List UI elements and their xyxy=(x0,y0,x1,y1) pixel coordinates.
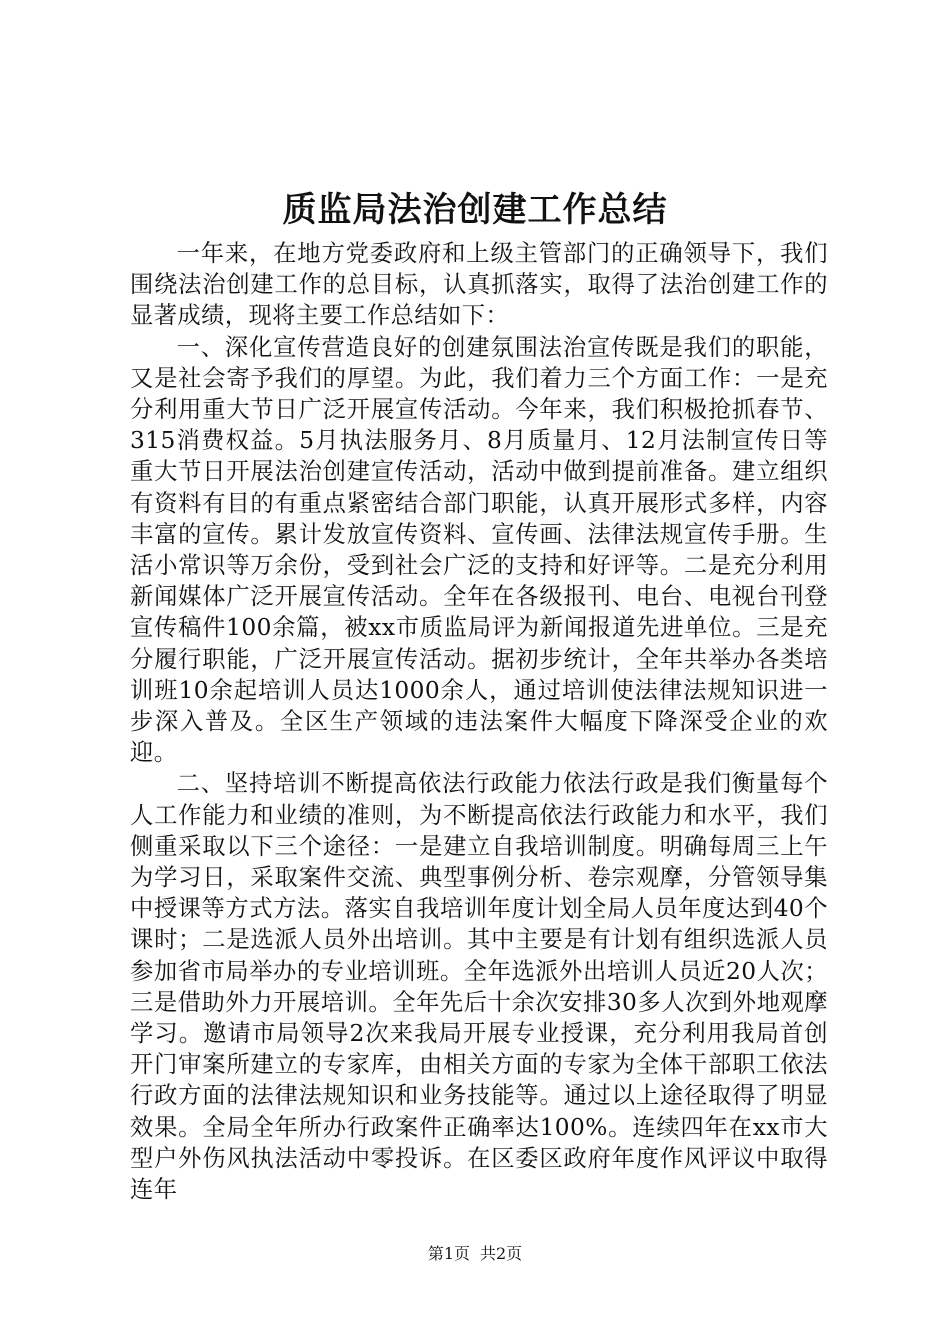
paragraph-section-2: 二、坚持培训不断提高依法行政能力依法行政是我们衡量每个人工作能力和业绩的准则，为不断提高依法行政能力和水平，我们侧重采取以下三个途径：一是建立自我培训制度。明确每周三上午为学习日，采取案件交流、典型事例分析、卷宗观摩，分管领导集中授课等方式方法。落实自我培训年度计划全局人员年度达到40个课时；二是选派人员外出培训。其中主要是有计划有组织选派人员参加省市局举办的专业培训班。全年选派外出培训人员近20人次；三是借助外力开展培训。全年先后十余次安排30多人次到外地观摩学习。邀请市局领导2次来我局开展专业授课，充分利用我局首创开门审案所建立的专家库，由相关方面的专家为全体干部职工依法行政方面的法律法规知识和业务技能等。通过以上途径取得了明显效果。全局全年所办行政案件正确率达100%。连续四年在xx市大型户外伤风执法活动中零投诉。在区委区政府年度作风评议中取得连年 xyxy=(130,770,828,1204)
paragraph-section-1: 一、深化宣传营造良好的创建氛围法治宣传既是我们的职能，又是社会寄予我们的厚望。为此，我们着力三个方面工作：一是充分利用重大节日广泛开展宣传活动。今年来，我们积极抢抓春节、315消费权益。5月执法服务月、8月质量月、12月法制宣传日等重大节日开展法治创建宣传活动，活动中做到提前准备。建立组织有资料有目的有重点紧密结合部门职能，认真开展形式多样，内容丰富的宣传。累计发放宣传资料、宣传画、法律法规宣传手册。生活小常识等万余份，受到社会广泛的支持和好评等。二是充分利用新闻媒体广泛开展宣传活动。全年在各级报刊、电台、电视台刊登宣传稿件100余篇，被xx市质监局评为新闻报道先进单位。三是充分履行职能，广泛开展宣传活动。据初步统计，全年共举办各类培训班10余起培训人员达1000余人，通过培训使法律法规知识进一步深入普及。全区生产领域的违法案件大幅度下降深受企业的欢迎。 xyxy=(130,333,828,767)
document-title: 质监局法治创建工作总结 xyxy=(282,190,668,230)
page-number: 第1页 xyxy=(427,1244,470,1263)
document-body xyxy=(130,238,828,1205)
page-total: 共2页 xyxy=(480,1244,523,1263)
paragraph-intro: 一年来，在地方党委政府和上级主管部门的正确领导下，我们围绕法治创建工作的总目标，认真抓落实，取得了法治创建工作的显著成绩，现将主要工作总结如下： xyxy=(130,240,828,330)
page-footer xyxy=(0,1243,950,1265)
